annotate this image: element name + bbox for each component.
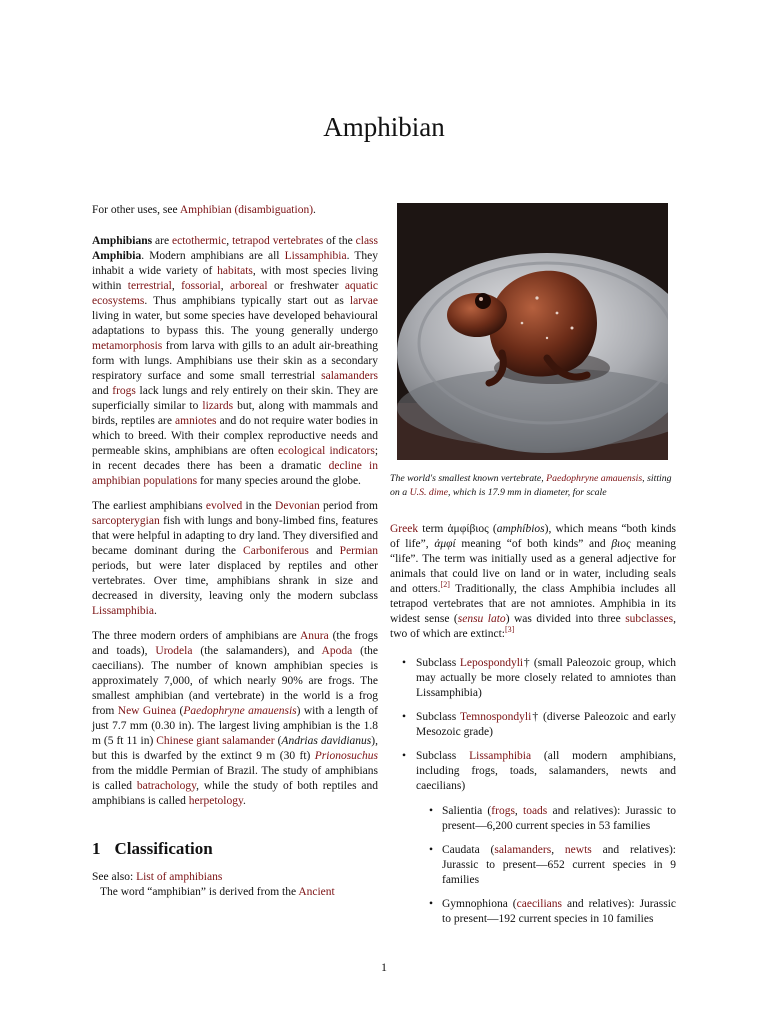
etymology-paragraph (390, 522, 676, 642)
link-larvae[interactable]: larvae (349, 295, 378, 307)
dagger-mark: † (523, 657, 531, 669)
text: , with most species living within (92, 265, 379, 292)
link-metamorphosis[interactable]: metamorphosis (92, 340, 163, 352)
link-prionosuchus[interactable]: Prionosuchus (314, 750, 378, 762)
section-title: Classification (114, 839, 213, 858)
list-item (390, 656, 676, 701)
text: (the caecilians). The number of known amphibian species is approximately 7,000, of which nearly 90% are frogs. The smallest amphibian (and vertebrate) in the world is a frog from (92, 645, 378, 717)
text: but, along with mammals and birds, reptiles are (92, 400, 378, 427)
link-greek[interactable]: Greek (390, 523, 419, 535)
greek-amphi: ἀμφί (434, 538, 456, 550)
left-column (92, 203, 378, 900)
link-decline-populations[interactable]: decline in amphibian populations (92, 460, 379, 487)
text: Salientia ( (442, 805, 492, 817)
text: . Thus amphibians typically start out as (144, 295, 350, 307)
text: ), but this is dwarfed by the extinct 9 m (30 ft) (92, 735, 379, 762)
link-lissamphibia-2[interactable]: Lissamphibia (92, 605, 154, 617)
greek-amphibios: ἀμφίβιος (447, 523, 489, 535)
list-item (390, 749, 676, 927)
text: for many species around the globe. (197, 475, 361, 487)
text: , (226, 235, 233, 247)
text: or freshwater (267, 280, 345, 292)
text: fish with lungs and bony-limbed fins, features that were helpful in adapting to dry land. They diversified and became dominant during the (92, 515, 378, 557)
text: from the middle Permian of Brazil. The study of amphibians is called (92, 765, 378, 792)
link-apoda[interactable]: Apoda (321, 645, 353, 657)
list-item (416, 804, 676, 834)
text: ) was divided into three (505, 613, 626, 625)
text: (small Paleozoic group, which may actually be more closely related to amniotes than Lissamphibia) (416, 657, 677, 699)
text: from larva with gills to an adult air-breathing form with lungs. Amphibians use their skin as a secondary respiratory surface and some small terrestrial (92, 340, 378, 382)
text: in the (242, 500, 276, 512)
hatnote (92, 203, 378, 218)
text: Gymnophiona ( (442, 898, 517, 910)
text: , while the study of both reptiles and amphibians is called (92, 780, 379, 807)
text: Caudata ( (442, 844, 495, 856)
page-number: 1 (381, 960, 387, 974)
caption-link-us-dime[interactable]: U.S. dime (409, 487, 448, 498)
link-permian[interactable]: Permian (339, 545, 378, 557)
italic-andrias: Andrias davidianus (281, 735, 372, 747)
text: ( (488, 523, 497, 535)
text: and do not require water bodies in which to breed. With their complex reproductive needs and permeable skins, amphibians are often (92, 415, 378, 457)
text: of the (323, 235, 356, 247)
caption-mid: , sitting on a (390, 473, 672, 498)
text: term (418, 523, 448, 535)
text: ) with a length of just 7.7 mm (0.30 in). The largest living amphibian is the 1.8 m (5 ft 11 in) (92, 705, 378, 747)
link-new-guinea[interactable]: New Guinea (117, 705, 177, 717)
text: The earliest amphibians (92, 500, 206, 512)
link-anura[interactable]: Anura (299, 630, 329, 642)
text: Subclass (416, 657, 460, 669)
link-chinese-giant-salamander[interactable]: Chinese giant salamander (156, 735, 275, 747)
text: ), which means “both kinds of life”, (390, 523, 676, 550)
text: period from (319, 500, 379, 512)
text: and (92, 385, 113, 397)
hatnote-prefix: For other uses, see (92, 204, 180, 216)
text: , (551, 844, 565, 856)
list-item (390, 710, 676, 740)
text: and relatives): Jurassic to present—192 current species in 10 families (442, 898, 676, 925)
link-tetrapod[interactable]: tetrapod (232, 235, 270, 247)
link-batrachology[interactable]: batrachology (136, 780, 197, 792)
text: . (153, 605, 157, 617)
link-salamanders[interactable]: salamanders (321, 370, 378, 382)
link-list-of-amphibians[interactable]: List of amphibians (136, 871, 223, 883)
caption-suffix: , which is 17.9 mm in diameter, for scale (447, 487, 607, 498)
order-list (416, 804, 676, 927)
dagger-mark: † (531, 711, 540, 723)
figure-caption (390, 472, 676, 500)
link-habitats[interactable]: habitats (217, 265, 253, 277)
text: ; in recent decades there has been a dramatic (92, 445, 379, 472)
link-frogs-2[interactable]: frogs (491, 805, 515, 817)
text: Subclass (416, 711, 460, 723)
text: , (171, 280, 182, 292)
link-aquatic-ecosystems[interactable]: aquatic ecosystems (92, 280, 379, 307)
link-newts[interactable]: newts (564, 844, 592, 856)
text: meaning “of both kinds” and (455, 538, 612, 550)
link-lepospondyli[interactable]: Lepospondyli (459, 657, 524, 669)
link-toads[interactable]: toads (523, 805, 548, 817)
text: and (308, 545, 340, 557)
link-ecological-indicators[interactable]: ecological indicators (278, 445, 375, 457)
reference-2[interactable]: [2] (440, 580, 450, 590)
text: , two of which are extinct: (390, 613, 676, 640)
text: are (152, 235, 173, 247)
text: (diverse Paleozoic and early Mesozoic grade) (416, 711, 676, 738)
list-item (416, 843, 676, 888)
link-herpetology[interactable]: herpetology (188, 795, 243, 807)
subclass-list (390, 656, 676, 927)
link-arboreal[interactable]: arboreal (229, 280, 268, 292)
text: The word “amphibian” is derived from the (100, 886, 299, 898)
link-caecilians[interactable]: caecilians (516, 898, 562, 910)
text: ( (176, 705, 184, 717)
link-sensu-lato[interactable]: sensu lato (457, 613, 506, 625)
text: (the frogs and toads), (92, 630, 379, 657)
intro-paragraph (92, 234, 378, 489)
link-ancient[interactable]: Ancient (298, 886, 335, 898)
link-carboniferous[interactable]: Carboniferous (243, 545, 309, 557)
text: (all modern amphibians, including frogs, toads, salamanders, newts and caecilians) (416, 750, 676, 792)
term-amphibians: Amphibians (92, 235, 153, 247)
link-ectothermic[interactable]: ectothermic (172, 235, 227, 247)
link-urodela[interactable]: Urodela (155, 645, 193, 657)
link-devonian[interactable]: Devonian (275, 500, 320, 512)
link-amniotes[interactable]: amniotes (175, 415, 217, 427)
link-sarcopterygian[interactable]: sarcopterygian (92, 515, 160, 527)
text: ( (274, 735, 282, 747)
text: Traditionally, the class Amphibia includes all tetrapod vertebrates that are not amniotes. Amphibia in its widest sense ( (390, 583, 676, 625)
see-also (92, 870, 378, 885)
text: . (242, 795, 246, 807)
text: and relatives): Jurassic to present—652 current species in 9 families (442, 844, 676, 886)
list-item (416, 897, 676, 927)
text: , (220, 280, 230, 292)
text: (the salamanders), and (192, 645, 322, 657)
link-vertebrates[interactable]: vertebrates (272, 235, 324, 247)
link-lizards[interactable]: lizards (202, 400, 234, 412)
page-title: Amphibian (323, 112, 445, 142)
text: , (514, 805, 523, 817)
disambiguation-link[interactable]: Amphibian (disambiguation) (179, 204, 314, 216)
see-also-prefix: See also: (92, 871, 137, 883)
text: and relatives): Jurassic to present—6,200 current species in 53 families (442, 805, 677, 832)
link-temnospondyli[interactable]: Temnospondyli (459, 711, 532, 723)
term-amphibia: Amphibia (92, 250, 142, 262)
text: living in water, but some species have developed behavioural adaptations to bypass this. The young generally undergo (92, 310, 378, 337)
evolution-paragraph (92, 499, 378, 619)
frog-on-dime-photo (397, 203, 668, 460)
link-evolved[interactable]: evolved (205, 500, 243, 512)
text: . Modern amphibians are all (141, 250, 285, 262)
photo-illustration (397, 203, 668, 460)
caption-link-paedophryne[interactable]: Paedophryne amauensis (546, 473, 643, 484)
italic-amphibios: amphíbios (496, 523, 545, 535)
text: periods, but were later displaced by reptiles and other vertebrates. Over time, amphibians shrank in size and decreased in diversity, leaving only the modern subclass (92, 560, 378, 602)
link-frogs[interactable]: frogs (112, 385, 136, 397)
greek-bios: βιος (611, 538, 631, 550)
text: The three modern orders of amphibians are (92, 630, 300, 642)
section-number: 1 (92, 839, 101, 858)
text: . They inhabit a wide variety of (92, 250, 379, 277)
caption-prefix: The world's smallest known vertebrate, (390, 473, 547, 484)
text: lack lungs and rely entirely on their skin. They are superficially similar to (92, 385, 378, 412)
orders-paragraph (92, 629, 378, 809)
text: Subclass (416, 750, 470, 762)
link-lissamphibia-3[interactable]: Lissamphibia (469, 750, 532, 762)
right-column (390, 522, 676, 936)
link-class[interactable]: class (355, 235, 378, 247)
link-subclasses[interactable]: subclasses (625, 613, 674, 625)
text: meaning “life”. The term was initially used as a general adjective for animals that could live on land or in water, including seals and otters. (390, 538, 676, 595)
link-fossorial[interactable]: fossorial (181, 280, 221, 292)
link-lissamphibia[interactable]: Lissamphibia (284, 250, 347, 262)
link-paedophryne[interactable]: Paedophryne amauensis (183, 705, 297, 717)
link-salamanders-2[interactable]: salamanders (494, 844, 552, 856)
hatnote-suffix: . (313, 204, 316, 216)
reference-3[interactable]: [3] (504, 625, 515, 635)
section-heading-classification (92, 841, 378, 856)
link-terrestrial[interactable]: terrestrial (127, 280, 172, 292)
classification-paragraph-start (92, 885, 378, 900)
